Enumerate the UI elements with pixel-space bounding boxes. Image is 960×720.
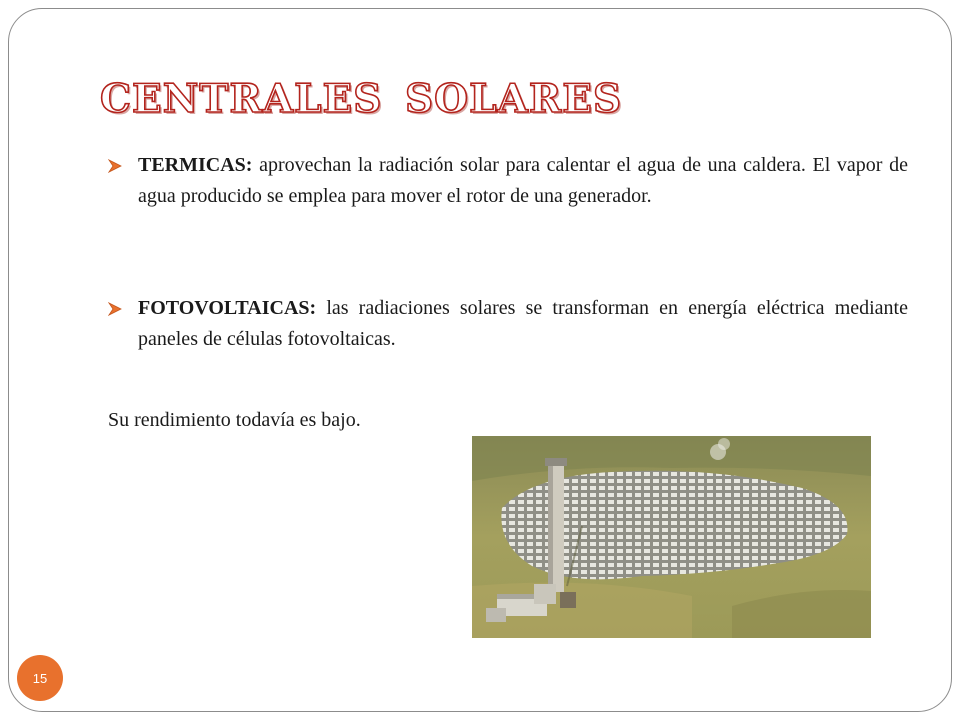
page-number-badge: 15 [17,655,63,701]
bullet-text: las radiaciones solares se transforman en energía eléctrica mediante paneles de células fotovoltaicas. [138,297,908,350]
bullet-termicas [108,150,908,212]
bullet-fotovoltaicas [108,293,908,355]
slide-title: CENTRALES SOLARES [100,76,623,122]
bullet-term: TERMICAS: [138,154,253,176]
bullet-term: FOTOVOLTAICAS: [138,297,317,319]
solar-tower-plant-photo [472,436,871,638]
arrow-bullet-icon [108,302,122,316]
closing-text: Su rendimiento todavía es bajo. [108,409,361,431]
bullet-text: aprovechan la radiación solar para calentar el agua de una caldera. El vapor de agua producido se emplea para mover el rotor de una generador. [138,154,908,207]
arrow-bullet-icon [108,159,122,173]
